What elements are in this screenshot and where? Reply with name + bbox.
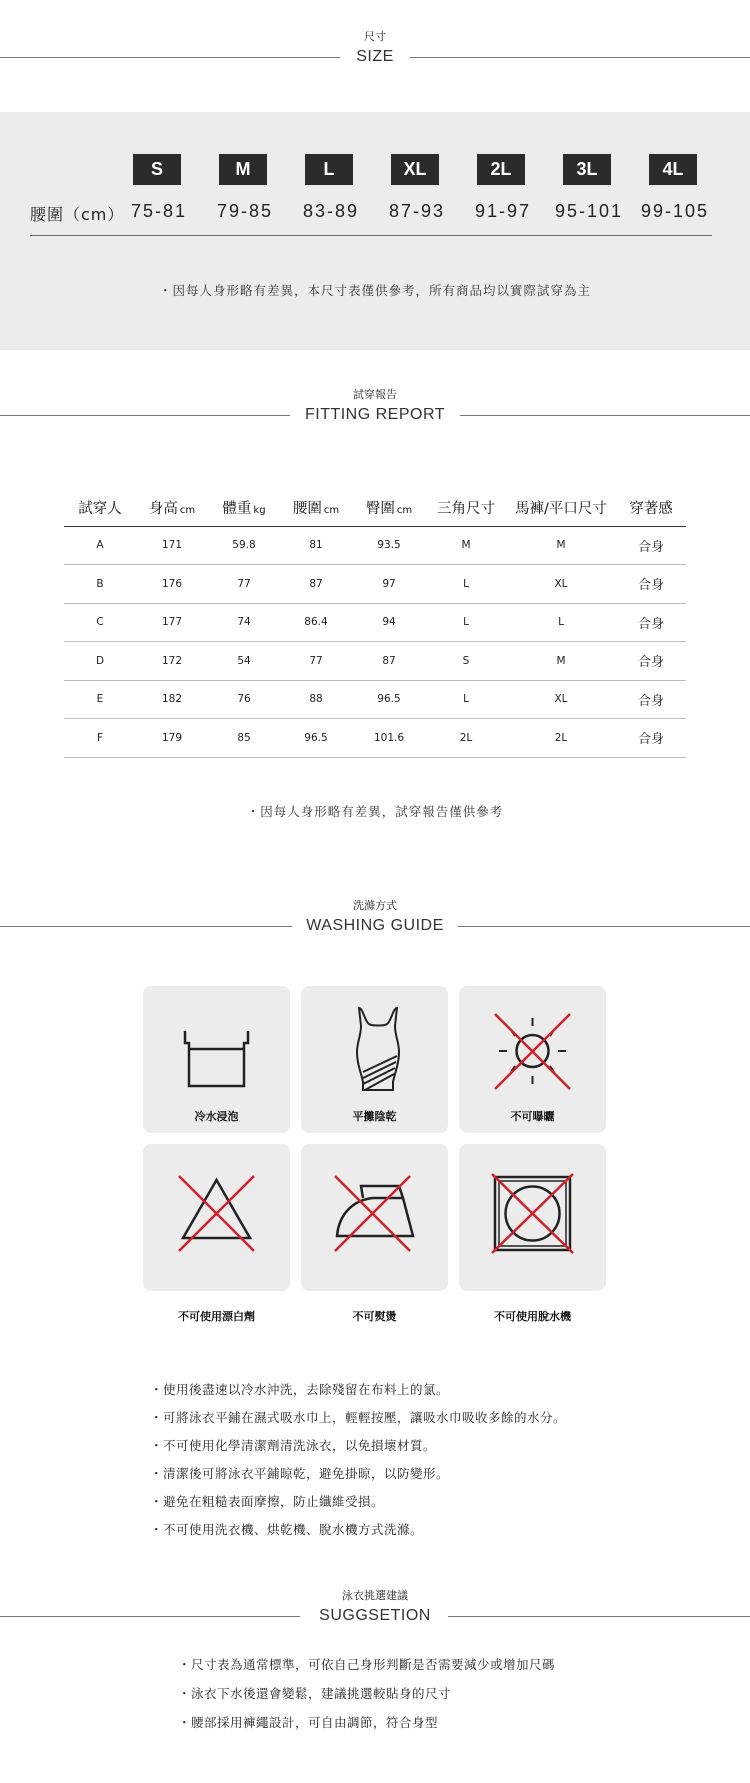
cell-waist: 87 bbox=[280, 565, 352, 604]
cell-trunk-size: M bbox=[506, 526, 616, 565]
cell-brief-size: 2L bbox=[426, 719, 506, 758]
list-item: ・使用後盡速以冷水沖洗，去除殘留在布料上的氯。 bbox=[150, 1382, 450, 1397]
cell-weight: 54 bbox=[208, 642, 280, 681]
size-title-zh: 尺寸 bbox=[364, 30, 386, 43]
cell-weight: 77 bbox=[208, 565, 280, 604]
cell-brief-size: L bbox=[426, 565, 506, 604]
washing-title-zh: 洗滌方式 bbox=[353, 899, 397, 912]
cell-fit: 合身 bbox=[616, 642, 686, 681]
suggestion-section-header bbox=[0, 1589, 750, 1627]
size-badge-4l: 4L bbox=[649, 154, 697, 185]
list-item: ・尺寸表為通常標準，可依自己身形判斷是否需要減少或增加尺碼 bbox=[178, 1657, 556, 1672]
divider-line bbox=[448, 1616, 750, 1617]
cell-height: 177 bbox=[136, 603, 208, 642]
divider-line bbox=[460, 415, 750, 416]
no-iron-icon bbox=[301, 1144, 448, 1291]
divider-line bbox=[410, 57, 750, 58]
cell-height: 182 bbox=[136, 680, 208, 719]
cell-hip: 87 bbox=[352, 642, 426, 681]
cell-height: 171 bbox=[136, 526, 208, 565]
cell-trunk-size: XL bbox=[506, 565, 616, 604]
wash-card-flat-dry bbox=[301, 986, 448, 1133]
cell-waist: 88 bbox=[280, 680, 352, 719]
waist-value-l: 83-89 bbox=[302, 201, 360, 221]
waist-value-3l: 95-101 bbox=[554, 201, 624, 221]
cell-weight: 85 bbox=[208, 719, 280, 758]
waist-value-s: 75-81 bbox=[130, 201, 188, 221]
cell-hip: 96.5 bbox=[352, 680, 426, 719]
col-header-hip: 臀圍 cm bbox=[352, 490, 426, 526]
cell-trunk-size: XL bbox=[506, 680, 616, 719]
cell-weight: 76 bbox=[208, 680, 280, 719]
waist-value-2l: 91-97 bbox=[474, 201, 532, 221]
table-row bbox=[64, 642, 686, 681]
cell-brief-size: M bbox=[426, 526, 506, 565]
washing-title-en: WASHING GUIDE bbox=[294, 915, 455, 937]
waist-value-m: 79-85 bbox=[216, 201, 274, 221]
size-chart-panel bbox=[0, 112, 750, 350]
wash-label-flat-dry: 平攤陰乾 bbox=[352, 1110, 397, 1123]
table-row bbox=[64, 526, 686, 565]
waist-value-xl: 87-93 bbox=[388, 201, 446, 221]
size-title-en: SIZE bbox=[344, 46, 406, 68]
cell-hip: 97 bbox=[352, 565, 426, 604]
cell-trunk-size: L bbox=[506, 603, 616, 642]
wash-card-no-spin bbox=[459, 1144, 606, 1291]
col-header-trunk-size: 馬褲/平口尺寸 bbox=[506, 490, 616, 526]
fitting-note: ・因每人身形略有差異，試穿報告僅供參考 bbox=[246, 804, 504, 819]
cell-tester: E bbox=[64, 680, 136, 719]
wash-card-cold-soak bbox=[143, 986, 290, 1133]
list-item: ・避免在粗糙表面摩擦，防止纖維受損。 bbox=[150, 1494, 385, 1509]
list-item: ・泳衣下水後還會變鬆，建議挑選較貼身的尺寸 bbox=[178, 1686, 452, 1701]
cell-fit: 合身 bbox=[616, 719, 686, 758]
cell-tester: D bbox=[64, 642, 136, 681]
col-header-waist: 腰圍 cm bbox=[280, 490, 352, 526]
wash-card-no-iron bbox=[301, 1144, 448, 1291]
col-header-weight: 體重 kg bbox=[208, 490, 280, 526]
waist-value-4l: 99-105 bbox=[640, 201, 710, 221]
table-row bbox=[64, 680, 686, 719]
cell-hip: 93.5 bbox=[352, 526, 426, 565]
size-badge-s: S bbox=[133, 154, 181, 185]
table-header-row bbox=[64, 490, 686, 526]
washing-instructions-list bbox=[150, 1376, 566, 1544]
cell-fit: 合身 bbox=[616, 680, 686, 719]
list-item: ・可將泳衣平鋪在濕式吸水巾上，輕輕按壓，讓吸水巾吸收多餘的水分。 bbox=[150, 1410, 567, 1425]
cell-hip: 94 bbox=[352, 603, 426, 642]
suggestion-title-en: SUGGSETION bbox=[307, 1605, 443, 1627]
wash-card-no-sun bbox=[459, 986, 606, 1133]
no-spin-dry-icon bbox=[459, 1144, 606, 1291]
cell-fit: 合身 bbox=[616, 526, 686, 565]
size-badge-3l: 3L bbox=[563, 154, 611, 185]
list-item: ・腰部採用褲繩設計，可自由調節，符合身型 bbox=[178, 1715, 439, 1730]
wash-card-no-bleach bbox=[143, 1144, 290, 1291]
size-note: ・因每人身形略有差異，本尺寸表僅供參考，所有商品均以實際試穿為主 bbox=[158, 283, 591, 298]
cell-height: 172 bbox=[136, 642, 208, 681]
cell-height: 179 bbox=[136, 719, 208, 758]
divider-line bbox=[0, 415, 290, 416]
divider-line bbox=[0, 57, 340, 58]
size-badge-l: L bbox=[305, 154, 353, 185]
cell-waist: 96.5 bbox=[280, 719, 352, 758]
cell-tester: B bbox=[64, 565, 136, 604]
wash-label-no-spin: 不可使用脫水機 bbox=[494, 1310, 571, 1323]
wash-label-no-bleach: 不可使用漂白劑 bbox=[178, 1310, 255, 1323]
col-header-fit: 穿著感 bbox=[616, 490, 686, 526]
suggestion-list bbox=[178, 1650, 555, 1737]
fitting-title-en: FITTING REPORT bbox=[293, 404, 457, 426]
cell-tester: C bbox=[64, 603, 136, 642]
cell-weight: 74 bbox=[208, 603, 280, 642]
col-header-tester: 試穿人 bbox=[64, 490, 136, 526]
cell-waist: 77 bbox=[280, 642, 352, 681]
table-row bbox=[64, 603, 686, 642]
table-row bbox=[64, 719, 686, 758]
list-item: ・不可使用化學清潔劑清洗泳衣，以免損壞材質。 bbox=[150, 1438, 437, 1453]
fitting-title-zh: 試穿報告 bbox=[353, 388, 397, 401]
waist-row-label: 腰圍（cm） bbox=[30, 205, 125, 224]
cell-brief-size: L bbox=[426, 603, 506, 642]
cell-trunk-size: 2L bbox=[506, 719, 616, 758]
cell-fit: 合身 bbox=[616, 603, 686, 642]
size-badge-m: M bbox=[219, 154, 267, 185]
no-bleach-icon bbox=[143, 1144, 290, 1291]
wash-label-no-sun: 不可曝曬 bbox=[510, 1110, 555, 1123]
cell-tester: A bbox=[64, 526, 136, 565]
cell-trunk-size: M bbox=[506, 642, 616, 681]
size-badge-xl: XL bbox=[391, 154, 439, 185]
washing-section-header bbox=[0, 899, 750, 937]
list-item: ・清潔後可將泳衣平鋪晾乾，避免掛晾，以防變形。 bbox=[150, 1466, 450, 1481]
col-header-brief-size: 三角尺寸 bbox=[426, 490, 506, 526]
cell-tester: F bbox=[64, 719, 136, 758]
fitting-report-table bbox=[64, 490, 686, 758]
wash-label-cold-soak: 冷水浸泡 bbox=[194, 1110, 239, 1123]
cell-waist: 86.4 bbox=[280, 603, 352, 642]
size-section-header bbox=[0, 30, 750, 68]
cell-brief-size: L bbox=[426, 680, 506, 719]
divider-line bbox=[458, 926, 750, 927]
cell-brief-size: S bbox=[426, 642, 506, 681]
fitting-section-header bbox=[0, 388, 750, 426]
list-item: ・不可使用洗衣機、烘乾機、脫水機方式洗滌。 bbox=[150, 1522, 424, 1537]
size-divider bbox=[30, 235, 712, 236]
wash-label-no-iron: 不可熨燙 bbox=[352, 1310, 397, 1323]
cell-hip: 101.6 bbox=[352, 719, 426, 758]
cell-fit: 合身 bbox=[616, 565, 686, 604]
table-row bbox=[64, 565, 686, 604]
divider-line bbox=[0, 1616, 300, 1617]
col-header-height: 身高 cm bbox=[136, 490, 208, 526]
size-badge-2l: 2L bbox=[477, 154, 525, 185]
cell-waist: 81 bbox=[280, 526, 352, 565]
cell-height: 176 bbox=[136, 565, 208, 604]
cell-weight: 59.8 bbox=[208, 526, 280, 565]
divider-line bbox=[0, 926, 292, 927]
suggestion-title-zh: 泳衣挑選建議 bbox=[342, 1589, 408, 1602]
